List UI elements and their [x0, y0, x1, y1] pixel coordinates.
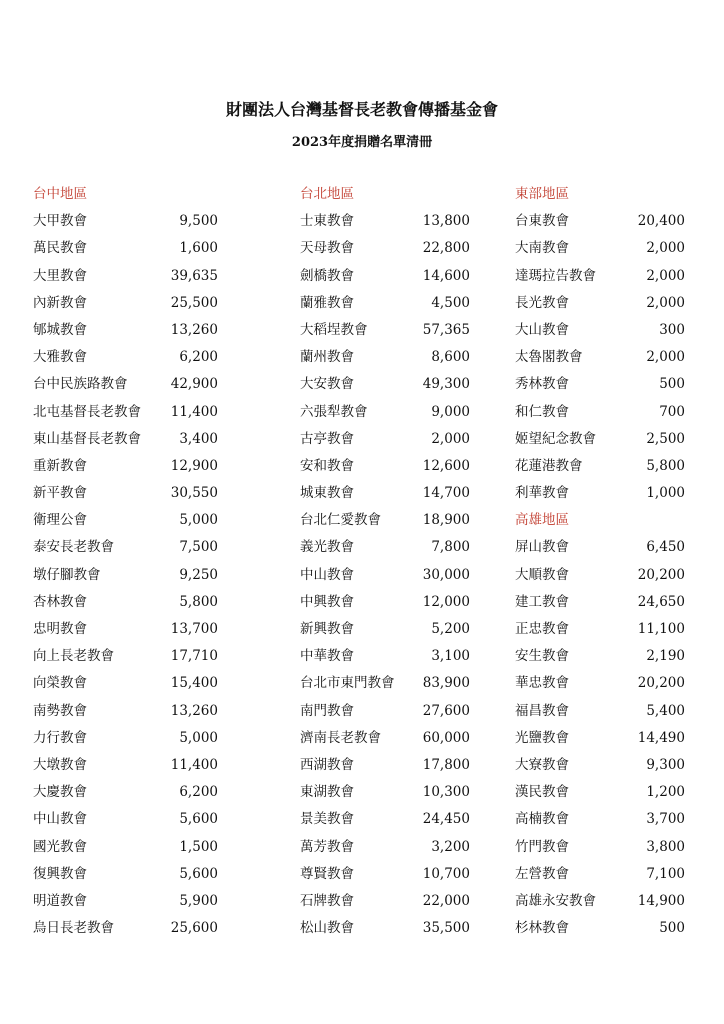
donation-row [300, 235, 470, 262]
church-name: 台北仁愛教會 [300, 512, 381, 529]
donation-amount: 3,700 [646, 811, 685, 828]
church-name: 新平教會 [33, 485, 87, 502]
donation-amount: 20,200 [637, 675, 685, 692]
church-name: 建工教會 [515, 593, 569, 610]
church-name: 華忠教會 [515, 675, 569, 692]
donation-row [33, 589, 218, 616]
church-name: 古亭教會 [300, 430, 354, 447]
church-name: 景美教會 [300, 811, 354, 828]
donation-amount: 6,450 [646, 539, 685, 556]
donation-row [515, 861, 685, 888]
donation-row [300, 888, 470, 915]
church-name: 大山教會 [515, 321, 569, 338]
donation-row [515, 616, 685, 643]
donation-row [515, 426, 685, 453]
donation-row [515, 589, 685, 616]
church-name: 泰安長老教會 [33, 539, 114, 556]
column-taichung [33, 181, 218, 942]
church-name: 安和教會 [300, 457, 354, 474]
donation-row [300, 643, 470, 670]
donation-amount: 1,000 [646, 485, 685, 502]
donation-amount: 83,900 [422, 675, 470, 692]
church-name: 達瑪拉告教會 [515, 267, 596, 284]
donation-row [515, 208, 685, 235]
donation-row [33, 616, 218, 643]
donation-row [300, 290, 470, 317]
donation-amount: 25,500 [170, 294, 218, 311]
donation-row [300, 399, 470, 426]
donation-amount: 14,600 [422, 267, 470, 284]
church-name: 光鹽教會 [515, 729, 569, 746]
church-name: 大慶教會 [33, 784, 87, 801]
donation-row [33, 263, 218, 290]
donation-row [300, 725, 470, 752]
donation-amount: 24,650 [637, 593, 685, 610]
church-name: 大雅教會 [33, 349, 87, 366]
donation-row [515, 698, 685, 725]
donation-row [515, 480, 685, 507]
donation-amount: 14,700 [422, 485, 470, 502]
church-name: 新興教會 [300, 621, 354, 637]
donation-amount: 7,500 [179, 539, 218, 556]
donation-row [300, 453, 470, 480]
donation-amount: 13,260 [170, 702, 218, 719]
donation-row [515, 915, 685, 942]
church-name: 天母教會 [300, 240, 354, 257]
donation-row [33, 698, 218, 725]
donation-row [515, 725, 685, 752]
donation-amount: 5,800 [179, 593, 218, 610]
donation-row [33, 208, 218, 235]
donation-amount: 10,300 [422, 784, 470, 801]
donation-amount: 8,600 [431, 349, 470, 366]
church-name: 南門教會 [300, 702, 354, 719]
church-name: 左營教會 [515, 865, 569, 882]
donation-row [33, 806, 218, 833]
church-name: 高楠教會 [515, 811, 569, 828]
donation-amount: 30,550 [170, 485, 218, 502]
church-name: 太魯閣教會 [515, 349, 583, 366]
donation-amount: 9,000 [431, 403, 470, 420]
donation-amount: 5,200 [431, 621, 470, 637]
donation-row [33, 725, 218, 752]
donation-amount: 30,000 [422, 566, 470, 583]
donation-amount: 2,000 [646, 267, 685, 284]
donation-amount: 12,000 [422, 593, 470, 610]
church-name: 北屯基督長老教會 [33, 403, 141, 420]
donation-amount: 12,900 [170, 457, 218, 474]
donation-row [300, 371, 470, 398]
church-name: 花蓮港教會 [515, 457, 583, 474]
donation-amount: 1,600 [179, 240, 218, 257]
donation-amount: 39,635 [170, 267, 218, 284]
donation-amount: 3,800 [646, 838, 685, 855]
church-name: 台中民族路教會 [33, 376, 128, 393]
donation-amount: 60,000 [422, 729, 470, 746]
donation-amount: 22,000 [422, 892, 470, 909]
donation-row [515, 263, 685, 290]
donation-amount: 5,800 [646, 457, 685, 474]
donation-row [515, 399, 685, 426]
donation-row [515, 534, 685, 561]
donation-row [33, 426, 218, 453]
donation-row [33, 235, 218, 262]
church-name: 義光教會 [300, 539, 354, 556]
donation-row [515, 806, 685, 833]
donation-amount: 20,400 [637, 213, 685, 230]
church-name: 利華教會 [515, 485, 569, 502]
donation-amount: 15,400 [170, 675, 218, 692]
church-name: 大南教會 [515, 240, 569, 257]
church-name: 台東教會 [515, 213, 569, 230]
donation-row [300, 480, 470, 507]
church-name: 萬芳教會 [300, 838, 354, 855]
donation-amount: 3,100 [431, 648, 470, 665]
donation-amount: 42,900 [170, 376, 218, 393]
donation-row [33, 480, 218, 507]
region-header: 台北地區 [300, 186, 354, 202]
church-name: 松山教會 [300, 920, 354, 937]
church-name: 漢民教會 [515, 784, 569, 801]
church-name: 向上長老教會 [33, 648, 114, 665]
donation-amount: 7,100 [646, 865, 685, 882]
donation-amount: 13,800 [422, 213, 470, 230]
donation-amount: 2,000 [646, 349, 685, 366]
donation-row [300, 317, 470, 344]
donation-amount: 7,800 [431, 539, 470, 556]
church-name: 忠明教會 [33, 621, 87, 637]
church-name: 和仁教會 [515, 403, 569, 420]
donation-amount: 24,450 [422, 811, 470, 828]
church-name: 尊賢教會 [300, 865, 354, 882]
donation-amount: 4,500 [431, 294, 470, 311]
donation-row [300, 426, 470, 453]
church-name: 明道教會 [33, 892, 87, 909]
church-name: 安生教會 [515, 648, 569, 665]
church-name: 屏山教會 [515, 539, 569, 556]
donation-row [515, 453, 685, 480]
church-name: 城東教會 [300, 485, 354, 502]
donation-amount: 25,600 [170, 920, 218, 937]
donation-amount: 13,700 [170, 621, 218, 637]
church-name: 中山教會 [33, 811, 87, 828]
donation-amount: 11,100 [637, 621, 685, 637]
donation-row [515, 643, 685, 670]
church-name: 西湖教會 [300, 756, 354, 773]
church-name: 大寮教會 [515, 756, 569, 773]
donation-row [515, 371, 685, 398]
donation-row [33, 290, 218, 317]
donation-amount: 10,700 [422, 865, 470, 882]
donation-amount: 5,400 [646, 702, 685, 719]
donation-amount: 11,400 [170, 403, 218, 420]
church-name: 烏日長老教會 [33, 920, 114, 937]
donation-row [300, 534, 470, 561]
church-name: 郇城教會 [33, 321, 87, 338]
donation-row [33, 861, 218, 888]
church-name: 石牌教會 [300, 892, 354, 909]
church-name: 國光教會 [33, 838, 87, 855]
donation-row [33, 534, 218, 561]
church-name: 大里教會 [33, 267, 87, 284]
donation-amount: 49,300 [422, 376, 470, 393]
donation-amount: 17,800 [422, 756, 470, 773]
donation-row [33, 888, 218, 915]
church-name: 南勢教會 [33, 702, 87, 719]
church-name: 劍橋教會 [300, 267, 354, 284]
donation-row [300, 208, 470, 235]
column-taipei [300, 181, 470, 942]
donation-amount: 2,000 [431, 430, 470, 447]
church-name: 杏林教會 [33, 593, 87, 610]
donation-row [33, 915, 218, 942]
donation-row [300, 562, 470, 589]
church-name: 福昌教會 [515, 702, 569, 719]
donation-amount: 5,000 [179, 729, 218, 746]
church-name: 大墩教會 [33, 756, 87, 773]
church-name: 蘭州教會 [300, 349, 354, 366]
church-name: 濟南長老教會 [300, 729, 381, 746]
donation-row [515, 834, 685, 861]
church-name: 姬望紀念教會 [515, 430, 596, 447]
region-header: 台中地區 [33, 186, 87, 202]
donation-row [33, 752, 218, 779]
donation-row [515, 888, 685, 915]
region-header: 東部地區 [515, 186, 569, 202]
document-title: 財團法人台灣基督長老教會傳播基金會 [225, 100, 498, 119]
donation-amount: 18,900 [422, 512, 470, 529]
church-name: 六張犁教會 [300, 403, 368, 420]
donation-row [33, 779, 218, 806]
column-east-kaohsiung [515, 181, 685, 942]
donation-row [33, 643, 218, 670]
church-name: 大甲教會 [33, 213, 87, 230]
church-name: 蘭雅教會 [300, 294, 354, 311]
donation-amount: 9,250 [179, 566, 218, 583]
donation-amount: 500 [659, 376, 685, 393]
church-name: 台北市東門教會 [300, 675, 395, 692]
donation-row [33, 507, 218, 534]
donation-amount: 3,200 [431, 838, 470, 855]
church-name: 杉林教會 [515, 920, 569, 937]
church-name: 大稻埕教會 [300, 321, 368, 338]
donation-amount: 5,600 [179, 811, 218, 828]
donation-amount: 6,200 [179, 349, 218, 366]
donation-row [33, 562, 218, 589]
donation-amount: 1,500 [179, 838, 218, 855]
church-name: 長光教會 [515, 294, 569, 311]
donation-row [33, 834, 218, 861]
church-name: 中山教會 [300, 566, 354, 583]
document-subtitle: 2023年度捐贈名單清冊 [291, 135, 433, 150]
church-name: 東湖教會 [300, 784, 354, 801]
church-name: 墩仔腳教會 [33, 566, 101, 583]
donation-amount: 5,000 [179, 512, 218, 529]
donation-amount: 12,600 [422, 457, 470, 474]
donation-row [515, 290, 685, 317]
donation-row [300, 263, 470, 290]
donation-amount: 17,710 [170, 648, 218, 665]
donation-amount: 5,900 [179, 892, 218, 909]
donation-amount: 300 [659, 321, 685, 338]
donation-row [515, 235, 685, 262]
donation-row [300, 589, 470, 616]
donation-amount: 3,400 [179, 430, 218, 447]
church-name: 向榮教會 [33, 675, 87, 692]
donation-amount: 14,490 [637, 729, 685, 746]
church-name: 中華教會 [300, 648, 354, 665]
donation-amount: 500 [659, 920, 685, 937]
donation-row [300, 915, 470, 942]
donation-amount: 20,200 [637, 566, 685, 583]
donation-row [33, 670, 218, 697]
donation-amount: 13,260 [170, 321, 218, 338]
donation-row [300, 616, 470, 643]
donation-row [300, 834, 470, 861]
church-name: 萬民教會 [33, 240, 87, 257]
church-name: 力行教會 [33, 729, 87, 746]
donation-amount: 14,900 [637, 892, 685, 909]
church-name: 東山基督長老教會 [33, 430, 141, 447]
donation-amount: 9,500 [179, 213, 218, 230]
church-name: 大順教會 [515, 566, 569, 583]
donation-amount: 2,000 [646, 240, 685, 257]
church-name: 秀林教會 [515, 376, 569, 393]
donation-row [300, 806, 470, 833]
church-name: 正忠教會 [515, 621, 569, 637]
donation-amount: 5,600 [179, 865, 218, 882]
donation-row [300, 752, 470, 779]
donation-amount: 9,300 [646, 756, 685, 773]
donation-row [33, 399, 218, 426]
donation-row [515, 344, 685, 371]
church-name: 衛理公會 [33, 512, 87, 529]
donation-row [33, 453, 218, 480]
donation-amount: 6,200 [179, 784, 218, 801]
donation-amount: 27,600 [422, 702, 470, 719]
donation-row [515, 562, 685, 589]
church-name: 復興教會 [33, 865, 87, 882]
church-name: 竹門教會 [515, 838, 569, 855]
donation-amount: 700 [659, 403, 685, 420]
donation-row [300, 507, 470, 534]
donation-amount: 1,200 [646, 784, 685, 801]
donation-row [300, 698, 470, 725]
church-name: 重新教會 [33, 457, 87, 474]
donation-amount: 35,500 [422, 920, 470, 937]
donation-row [515, 670, 685, 697]
donation-row [33, 317, 218, 344]
donation-row [515, 752, 685, 779]
donation-row [300, 861, 470, 888]
donation-row [300, 779, 470, 806]
donation-amount: 2,000 [646, 294, 685, 311]
donation-row [515, 779, 685, 806]
donation-amount: 11,400 [170, 756, 218, 773]
church-name: 中興教會 [300, 593, 354, 610]
church-name: 高雄永安教會 [515, 892, 596, 909]
donation-amount: 22,800 [422, 240, 470, 257]
donation-row [300, 344, 470, 371]
church-name: 士東教會 [300, 213, 354, 230]
donation-row [33, 344, 218, 371]
donation-amount: 57,365 [422, 321, 470, 338]
donation-row [33, 371, 218, 398]
region-header: 高雄地區 [515, 512, 569, 529]
donation-amount: 2,500 [646, 430, 685, 447]
donation-row [300, 670, 470, 697]
church-name: 大安教會 [300, 376, 354, 393]
donation-amount: 2,190 [646, 648, 685, 665]
church-name: 內新教會 [33, 294, 87, 311]
donation-row [515, 317, 685, 344]
